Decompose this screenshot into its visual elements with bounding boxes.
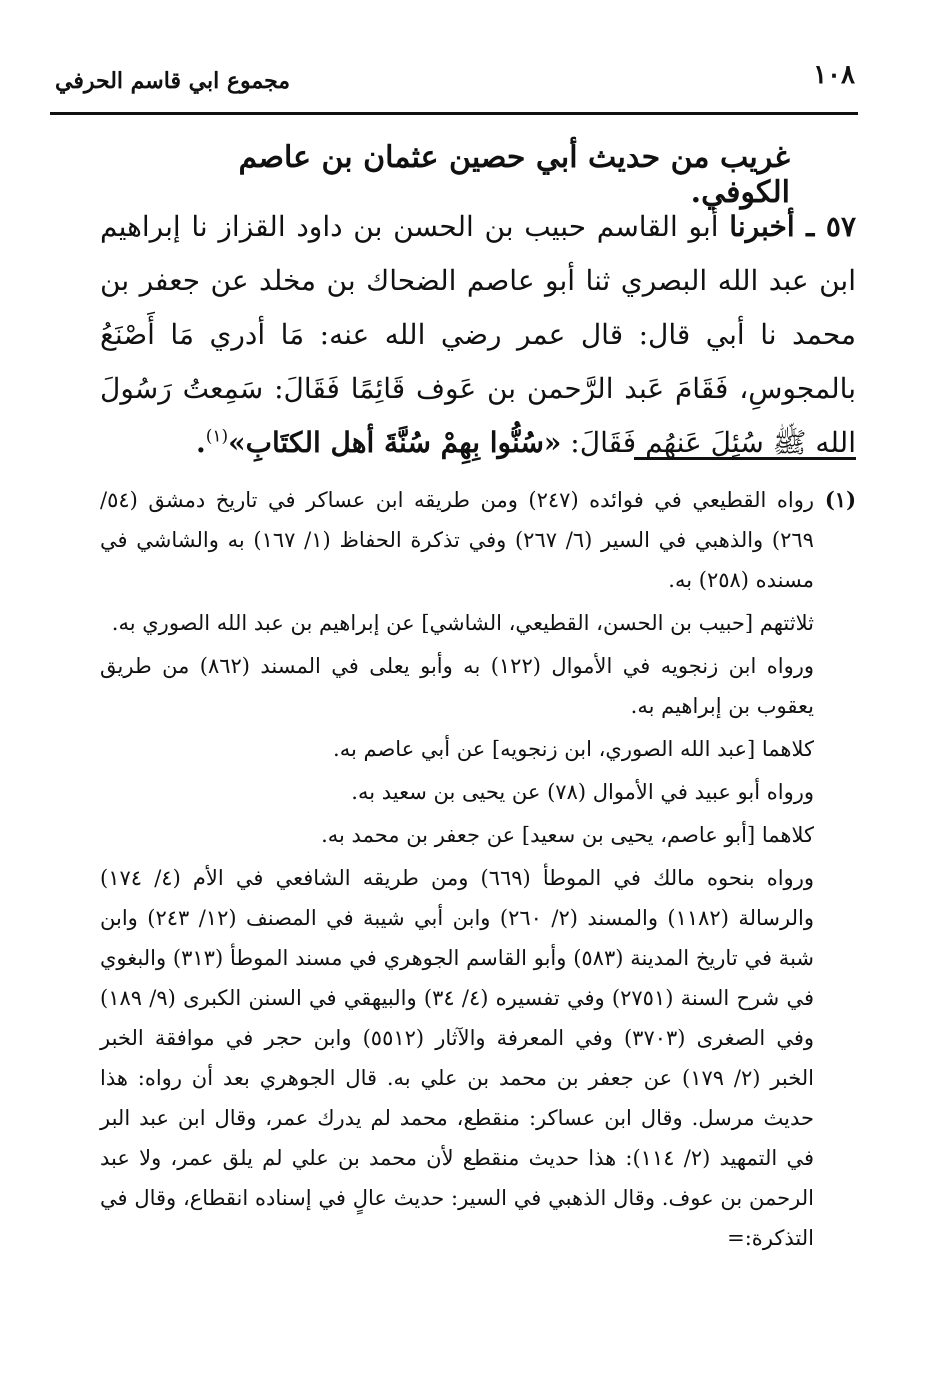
hadith-quote: «سُنُّوا بِهِمْ سُنَّةَ أهل الكتَابِ» [228,426,562,459]
hadith-text [100,200,856,470]
footnote-rule [634,457,856,460]
footnote-body [100,480,814,1258]
footnote-ref: (١) [205,426,229,447]
header-rule [50,112,858,115]
footnote-paragraph: كلاهما [عبد الله الصوري، ابن زنجويه] عن أبي عاصم به. [333,737,814,761]
chapter-heading: غريب من حديث أبي حصين عثمان بن عاصم الكوفي. [238,140,790,210]
running-title: مجموع ابي قاسم الحرفي [55,68,291,94]
hadith-number: ٥٧ [825,210,856,243]
hadith-dash: ـ [794,210,826,243]
hadith-body: أبو القاسم حبيب بن الحسن بن داود القزاز نا إبراهيم ابن عبد الله البصري ثنا أبو عاصم الضحاك بن مخلد عن جعفر بن محمد نا أبي قال: قال عمر رضي الله عنه: مَا أدري مَا أَصْنَعُ بالمجوسِ، فَقَامَ عَبد الرَّحمن بن عَوف قَائِمًا فَقَالَ: سَمِعتُ رَسُولَ الله ﷺ سُئِلَ عَنهُم فَقَالَ: [100,210,856,459]
footnote-paragraph: ورواه أبو عبيد في الأموال (٧٨) عن يحيى بن سعيد به. [351,780,814,804]
footnote-paragraph: كلاهما [أبو عاصم، يحيى بن سعيد] عن جعفر بن محمد به. [321,823,814,847]
hadith-end: . [195,426,206,459]
footnote-number: (١) [824,487,856,512]
footnotes [100,480,856,1261]
footnote-paragraph: رواه القطيعي في فوائده (٢٤٧) ومن طريقه ابن عساكر في تاريخ دمشق (٥٤/ ٢٦٩) والذهبي في السير (٦/ ٢٦٧) وفي تذكرة الحفاظ (١/ ١٦٧) به والشاشي في مسنده (٢٥٨) به. [100,488,814,592]
page-number: ١٠٨ [813,60,855,90]
hadith-lead-word: أخبرنا [729,210,795,243]
footnote-paragraph: ورواه ابن زنجويه في الأموال (١٢٢) به وأبو يعلى في المسند (٨٦٢) من طريق يعقوب بن إبراهيم به. [100,654,815,718]
footnote-paragraph: ورواه بنحوه مالك في الموطأ (٦٦٩) ومن طريقه الشافعي في الأم (٤/ ١٧٤) والرسالة (١١٨٢) والمسند (٢/ ٢٦٠) وابن أبي شيبة في المصنف (١٢/ ٢٤٣) وابن شبة في تاريخ المدينة (٥٨٣) وأبو القاسم الجوهري في مسند الموطأ (٣١٣) والبغوي في شرح السنة (٢٧٥١) وفي تفسيره (٤/ ٣٤) والبيهقي في السنن الكبرى (٩/ ١٨٩) وفي الصغرى (٣٧٠٣) وفي المعرفة والآثار (٥٥١٢) وابن حجر في موافقة الخبر الخبر (٢/ ١٧٩) عن جعفر بن محمد بن علي به. قال الجوهري بعد أن رواه: هذا حديث مرسل. وقال ابن عساكر: منقطع، محمد لم يدرك عمر، وقال ابن عبد البر في التمهيد (٢/ ١١٤): هذا حديث منقطع لأن محمد بن علي لم يلق عمر، ولا عبد الرحمن بن عوف. وقال الذهبي في السير: حديث عالٍ في إسناده انقطاع، وقال في التذكرة:= [100,866,814,1250]
footnote-paragraph: ثلاثتهم [حبيب بن الحسن، القطيعي، الشاشي] عن إبراهيم بن عبد الله الصوري به. [111,611,814,635]
